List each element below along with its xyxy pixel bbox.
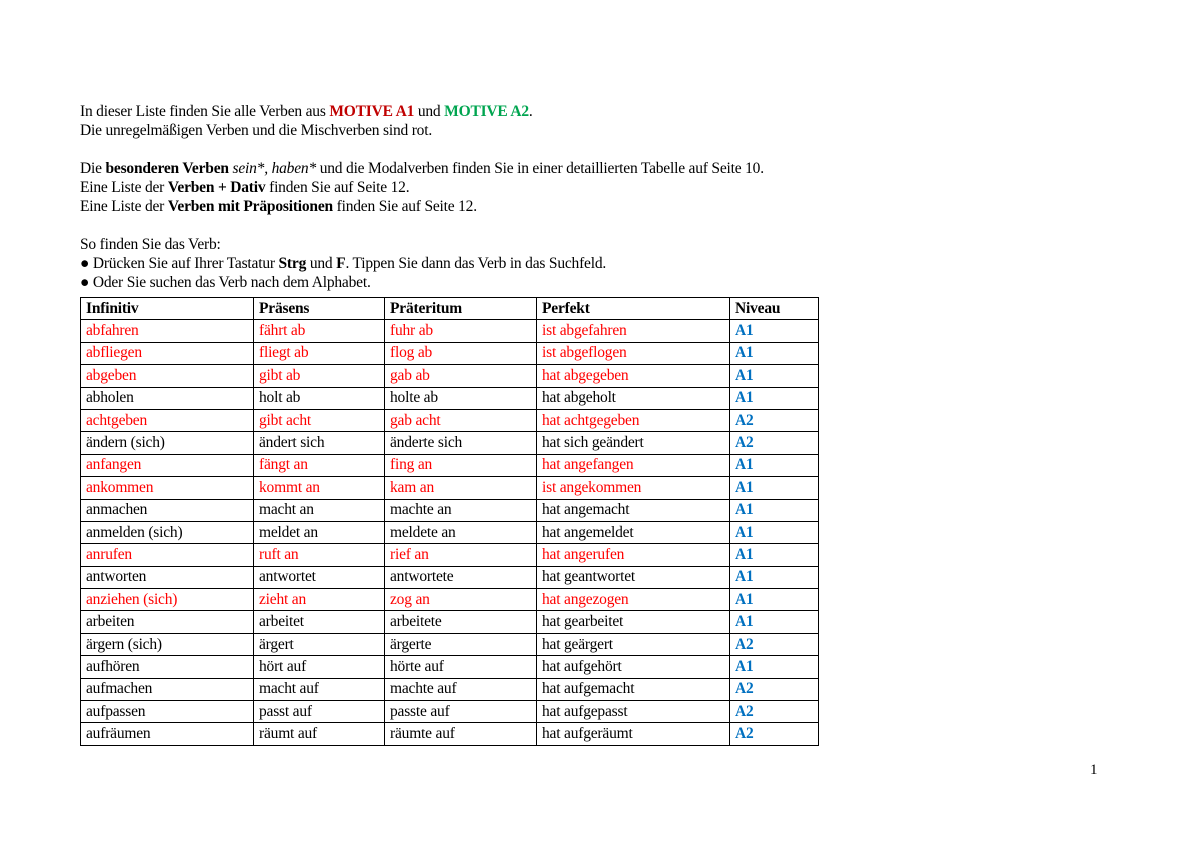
cell-praeteritum: gab acht bbox=[385, 409, 537, 431]
cell-perfekt: hat angemeldet bbox=[537, 521, 730, 543]
cell-niveau: A2 bbox=[730, 432, 819, 454]
cell-praesens: passt auf bbox=[254, 701, 385, 723]
cell-praesens: holt ab bbox=[254, 387, 385, 409]
table-row bbox=[81, 409, 819, 431]
header-praeteritum: Präteritum bbox=[385, 298, 537, 320]
cell-infinitiv: achtgeben bbox=[81, 409, 254, 431]
cell-niveau: A1 bbox=[730, 521, 819, 543]
cell-niveau: A1 bbox=[730, 566, 819, 588]
cell-praeteritum: machte auf bbox=[385, 678, 537, 700]
cell-praesens: kommt an bbox=[254, 477, 385, 499]
page-number: 1 bbox=[1090, 762, 1098, 778]
cell-niveau: A1 bbox=[730, 387, 819, 409]
cell-niveau: A2 bbox=[730, 409, 819, 431]
cell-infinitiv: aufpassen bbox=[81, 701, 254, 723]
cell-praesens: ärgert bbox=[254, 633, 385, 655]
table-row bbox=[81, 589, 819, 611]
intro-text bbox=[80, 102, 980, 292]
table-row bbox=[81, 701, 819, 723]
cell-perfekt: hat angefangen bbox=[537, 454, 730, 476]
cell-niveau: A1 bbox=[730, 454, 819, 476]
table-header-row bbox=[81, 298, 819, 320]
intro-line-4: Eine Liste der Verben + Dativ finden Sie auf Seite 12. bbox=[80, 179, 410, 196]
cell-praesens: hört auf bbox=[254, 656, 385, 678]
cell-niveau: A1 bbox=[730, 365, 819, 387]
cell-praeteritum: kam an bbox=[385, 477, 537, 499]
intro-line-2: Die unregelmäßigen Verben und die Mischverben sind rot. bbox=[80, 122, 433, 139]
table-row bbox=[81, 656, 819, 678]
cell-niveau: A2 bbox=[730, 633, 819, 655]
cell-niveau: A1 bbox=[730, 544, 819, 566]
table-row bbox=[81, 499, 819, 521]
motive-a1-label: MOTIVE A1 bbox=[329, 103, 415, 120]
cell-infinitiv: ändern (sich) bbox=[81, 432, 254, 454]
cell-perfekt: hat aufgepasst bbox=[537, 701, 730, 723]
cell-infinitiv: arbeiten bbox=[81, 611, 254, 633]
cell-praesens: zieht an bbox=[254, 589, 385, 611]
cell-praeteritum: zog an bbox=[385, 589, 537, 611]
cell-praesens: fährt ab bbox=[254, 320, 385, 342]
table-row bbox=[81, 477, 819, 499]
table-row bbox=[81, 678, 819, 700]
cell-praesens: ruft an bbox=[254, 544, 385, 566]
cell-perfekt: hat achtgegeben bbox=[537, 409, 730, 431]
cell-praesens: gibt acht bbox=[254, 409, 385, 431]
table-row bbox=[81, 566, 819, 588]
cell-infinitiv: anmelden (sich) bbox=[81, 521, 254, 543]
header-praesens: Präsens bbox=[254, 298, 385, 320]
table-row bbox=[81, 611, 819, 633]
cell-perfekt: ist abgefahren bbox=[537, 320, 730, 342]
cell-perfekt: hat geantwortet bbox=[537, 566, 730, 588]
cell-praesens: macht auf bbox=[254, 678, 385, 700]
verb-table bbox=[80, 297, 819, 746]
cell-infinitiv: ankommen bbox=[81, 477, 254, 499]
cell-perfekt: ist abgeflogen bbox=[537, 342, 730, 364]
cell-praeteritum: antwortete bbox=[385, 566, 537, 588]
cell-praeteritum: fuhr ab bbox=[385, 320, 537, 342]
cell-perfekt: hat abgeholt bbox=[537, 387, 730, 409]
header-infinitiv: Infinitiv bbox=[81, 298, 254, 320]
cell-niveau: A2 bbox=[730, 678, 819, 700]
cell-praesens: fliegt ab bbox=[254, 342, 385, 364]
motive-a2-label: MOTIVE A2 bbox=[444, 103, 529, 120]
header-niveau: Niveau bbox=[730, 298, 819, 320]
cell-infinitiv: aufhören bbox=[81, 656, 254, 678]
cell-praesens: fängt an bbox=[254, 454, 385, 476]
table-row bbox=[81, 723, 819, 745]
cell-praeteritum: flog ab bbox=[385, 342, 537, 364]
table-row bbox=[81, 365, 819, 387]
cell-praeteritum: machte an bbox=[385, 499, 537, 521]
table-row bbox=[81, 387, 819, 409]
cell-niveau: A1 bbox=[730, 499, 819, 521]
intro-line-1: In dieser Liste finden Sie alle Verben aus MOTIVE A1 und MOTIVE A2. bbox=[80, 103, 533, 120]
cell-praeteritum: räumte auf bbox=[385, 723, 537, 745]
cell-praesens: meldet an bbox=[254, 521, 385, 543]
cell-praeteritum: meldete an bbox=[385, 521, 537, 543]
cell-niveau: A2 bbox=[730, 701, 819, 723]
cell-praesens: antwortet bbox=[254, 566, 385, 588]
cell-niveau: A2 bbox=[730, 723, 819, 745]
cell-perfekt: hat angemacht bbox=[537, 499, 730, 521]
cell-infinitiv: ärgern (sich) bbox=[81, 633, 254, 655]
cell-niveau: A1 bbox=[730, 611, 819, 633]
cell-infinitiv: anrufen bbox=[81, 544, 254, 566]
cell-perfekt: hat geärgert bbox=[537, 633, 730, 655]
cell-praesens: ändert sich bbox=[254, 432, 385, 454]
cell-infinitiv: aufmachen bbox=[81, 678, 254, 700]
header-perfekt: Perfekt bbox=[537, 298, 730, 320]
cell-infinitiv: abgeben bbox=[81, 365, 254, 387]
cell-niveau: A1 bbox=[730, 320, 819, 342]
cell-praeteritum: arbeitete bbox=[385, 611, 537, 633]
cell-infinitiv: anziehen (sich) bbox=[81, 589, 254, 611]
cell-niveau: A1 bbox=[730, 656, 819, 678]
cell-perfekt: hat aufgehört bbox=[537, 656, 730, 678]
cell-infinitiv: abholen bbox=[81, 387, 254, 409]
cell-perfekt: hat angezogen bbox=[537, 589, 730, 611]
cell-perfekt: hat gearbeitet bbox=[537, 611, 730, 633]
cell-praesens: arbeitet bbox=[254, 611, 385, 633]
cell-infinitiv: abfliegen bbox=[81, 342, 254, 364]
intro-line-5: Eine Liste der Verben mit Präpositionen finden Sie auf Seite 12. bbox=[80, 198, 477, 215]
cell-praeteritum: passte auf bbox=[385, 701, 537, 723]
cell-perfekt: hat sich geändert bbox=[537, 432, 730, 454]
table-row bbox=[81, 544, 819, 566]
cell-infinitiv: aufräumen bbox=[81, 723, 254, 745]
intro-line-8: ● Oder Sie suchen das Verb nach dem Alphabet. bbox=[80, 274, 371, 291]
table-row bbox=[81, 320, 819, 342]
intro-line-6: So finden Sie das Verb: bbox=[80, 236, 221, 253]
cell-praeteritum: ärgerte bbox=[385, 633, 537, 655]
cell-praesens: gibt ab bbox=[254, 365, 385, 387]
cell-perfekt: hat aufgemacht bbox=[537, 678, 730, 700]
cell-perfekt: ist angekommen bbox=[537, 477, 730, 499]
cell-praeteritum: änderte sich bbox=[385, 432, 537, 454]
intro-line-3: Die besonderen Verben sein*, haben* und die Modalverben finden Sie in einer detaillierten Tabelle auf Seite 10. bbox=[80, 160, 764, 177]
cell-niveau: A1 bbox=[730, 342, 819, 364]
cell-praeteritum: fing an bbox=[385, 454, 537, 476]
table-row bbox=[81, 432, 819, 454]
cell-infinitiv: anmachen bbox=[81, 499, 254, 521]
cell-niveau: A1 bbox=[730, 477, 819, 499]
table-row bbox=[81, 521, 819, 543]
cell-praeteritum: hörte auf bbox=[385, 656, 537, 678]
intro-line-7: ● Drücken Sie auf Ihrer Tastatur Strg und F. Tippen Sie dann das Verb in das Suchfeld. bbox=[80, 255, 607, 272]
table-row bbox=[81, 454, 819, 476]
cell-praesens: räumt auf bbox=[254, 723, 385, 745]
table-row bbox=[81, 342, 819, 364]
cell-niveau: A1 bbox=[730, 589, 819, 611]
cell-infinitiv: abfahren bbox=[81, 320, 254, 342]
cell-infinitiv: anfangen bbox=[81, 454, 254, 476]
cell-perfekt: hat angerufen bbox=[537, 544, 730, 566]
cell-praesens: macht an bbox=[254, 499, 385, 521]
cell-infinitiv: antworten bbox=[81, 566, 254, 588]
cell-praeteritum: gab ab bbox=[385, 365, 537, 387]
table-row bbox=[81, 633, 819, 655]
cell-perfekt: hat aufgeräumt bbox=[537, 723, 730, 745]
cell-praeteritum: holte ab bbox=[385, 387, 537, 409]
cell-praeteritum: rief an bbox=[385, 544, 537, 566]
cell-perfekt: hat abgegeben bbox=[537, 365, 730, 387]
